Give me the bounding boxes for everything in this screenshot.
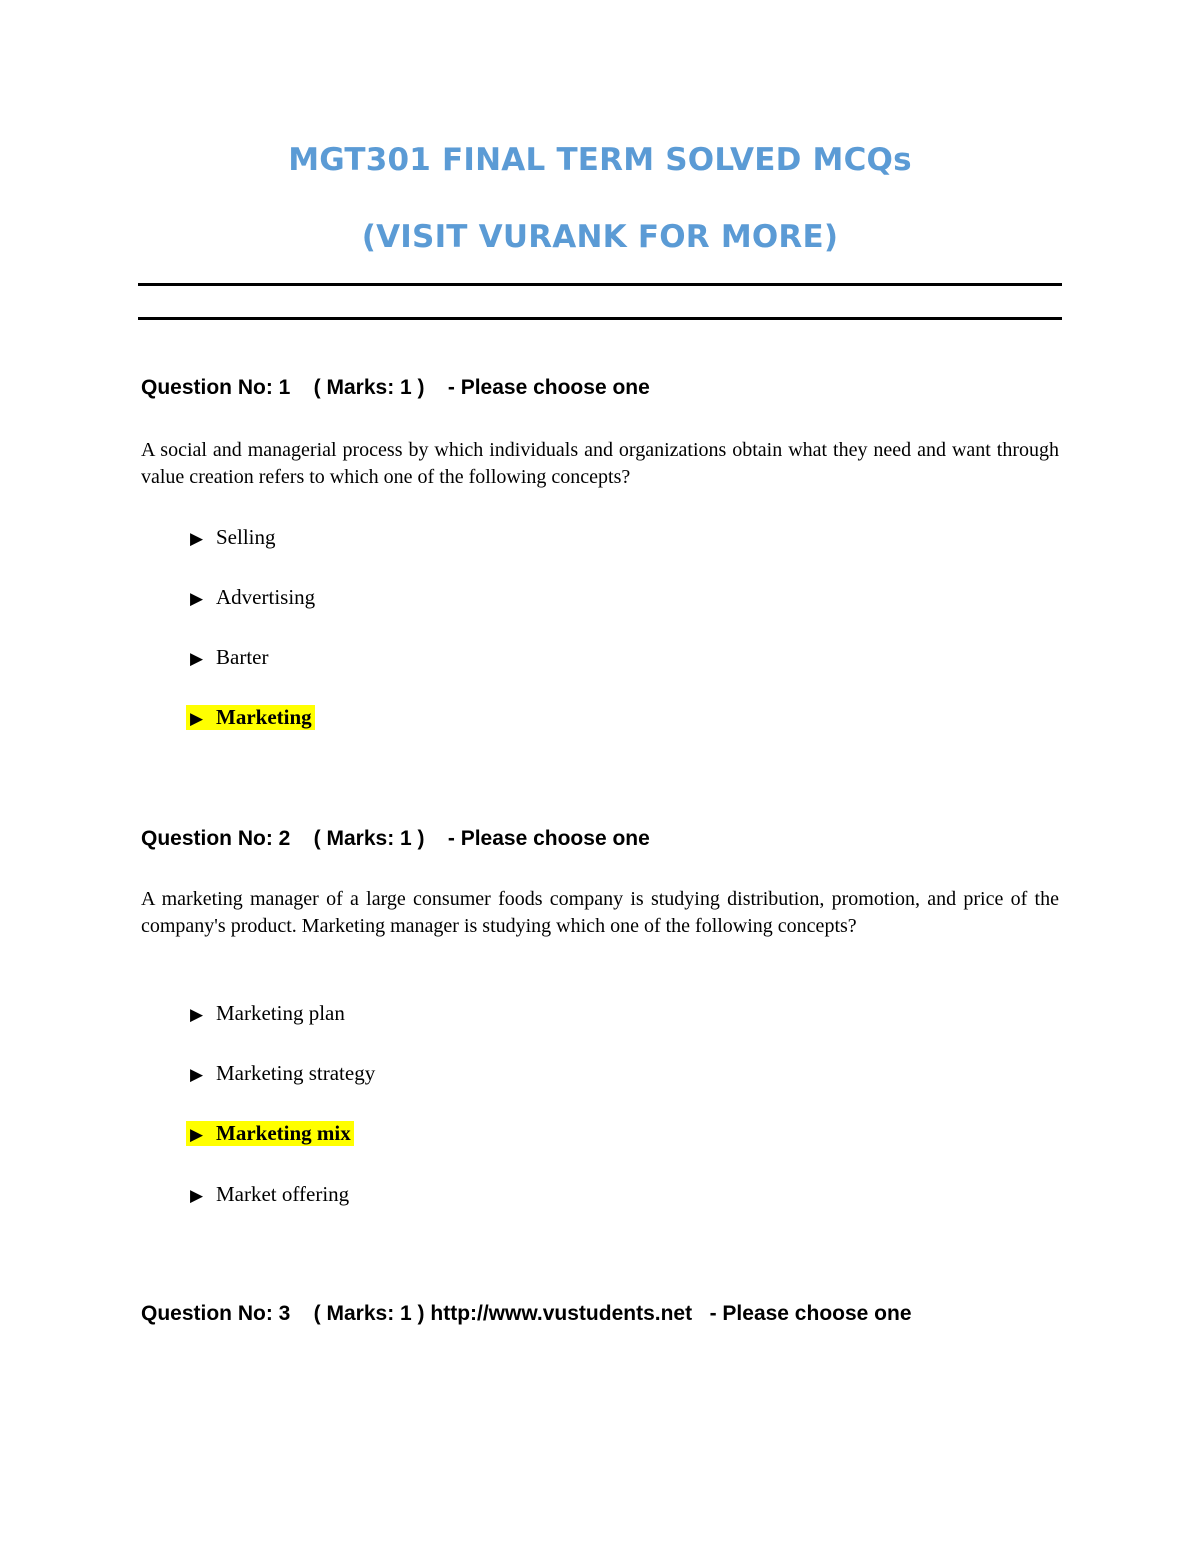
arrow-icon: ▶ [190,1125,204,1145]
arrow-icon: ▶ [190,1005,204,1025]
arrow-icon: ▶ [190,529,204,549]
option-label: Barter [216,645,269,669]
option-label: Marketing strategy [216,1061,376,1085]
arrow-icon: ▶ [190,649,204,669]
option-label: Marketing mix [216,1121,351,1145]
document-title: MGT301 FINAL TERM SOLVED MCQs [288,142,912,178]
question-heading: Question No: 2 ( Marks: 1 ) - Please choose one [141,827,650,850]
arrow-icon: ▶ [190,589,204,609]
question-text: A social and managerial process by which individuals and organizations obtain what they need and want through value creation refers to which one of the following concepts? [141,439,1059,488]
option-item [188,1182,349,1207]
option-item-correct [186,1121,354,1146]
option-item [188,645,268,670]
option-label: Advertising [216,585,316,609]
option-label: Market offering [216,1182,350,1206]
arrow-icon: ▶ [190,1065,204,1085]
horizontal-rule [138,317,1062,320]
option-label: Marketing [216,705,312,729]
option-item [188,1001,345,1026]
option-item-correct [186,705,315,730]
question-heading: Question No: 3 ( Marks: 1 ) http://www.vustudents.net - Please choose one [141,1302,912,1325]
option-item [188,585,315,610]
option-label: Selling [216,525,276,549]
document-subtitle: (VISIT VURANK FOR MORE) [361,219,839,255]
horizontal-rule [138,283,1062,286]
arrow-icon: ▶ [190,709,204,729]
question-heading: Question No: 1 ( Marks: 1 ) - Please choose one [141,376,650,399]
option-item [188,1061,375,1086]
arrow-icon: ▶ [190,1186,204,1206]
question-text: A marketing manager of a large consumer foods company is studying distribution, promotion, and price of the company's product. Marketing manager is studying which one of the following concepts? [141,888,1059,937]
option-item [188,525,276,550]
option-label: Marketing plan [216,1001,345,1025]
